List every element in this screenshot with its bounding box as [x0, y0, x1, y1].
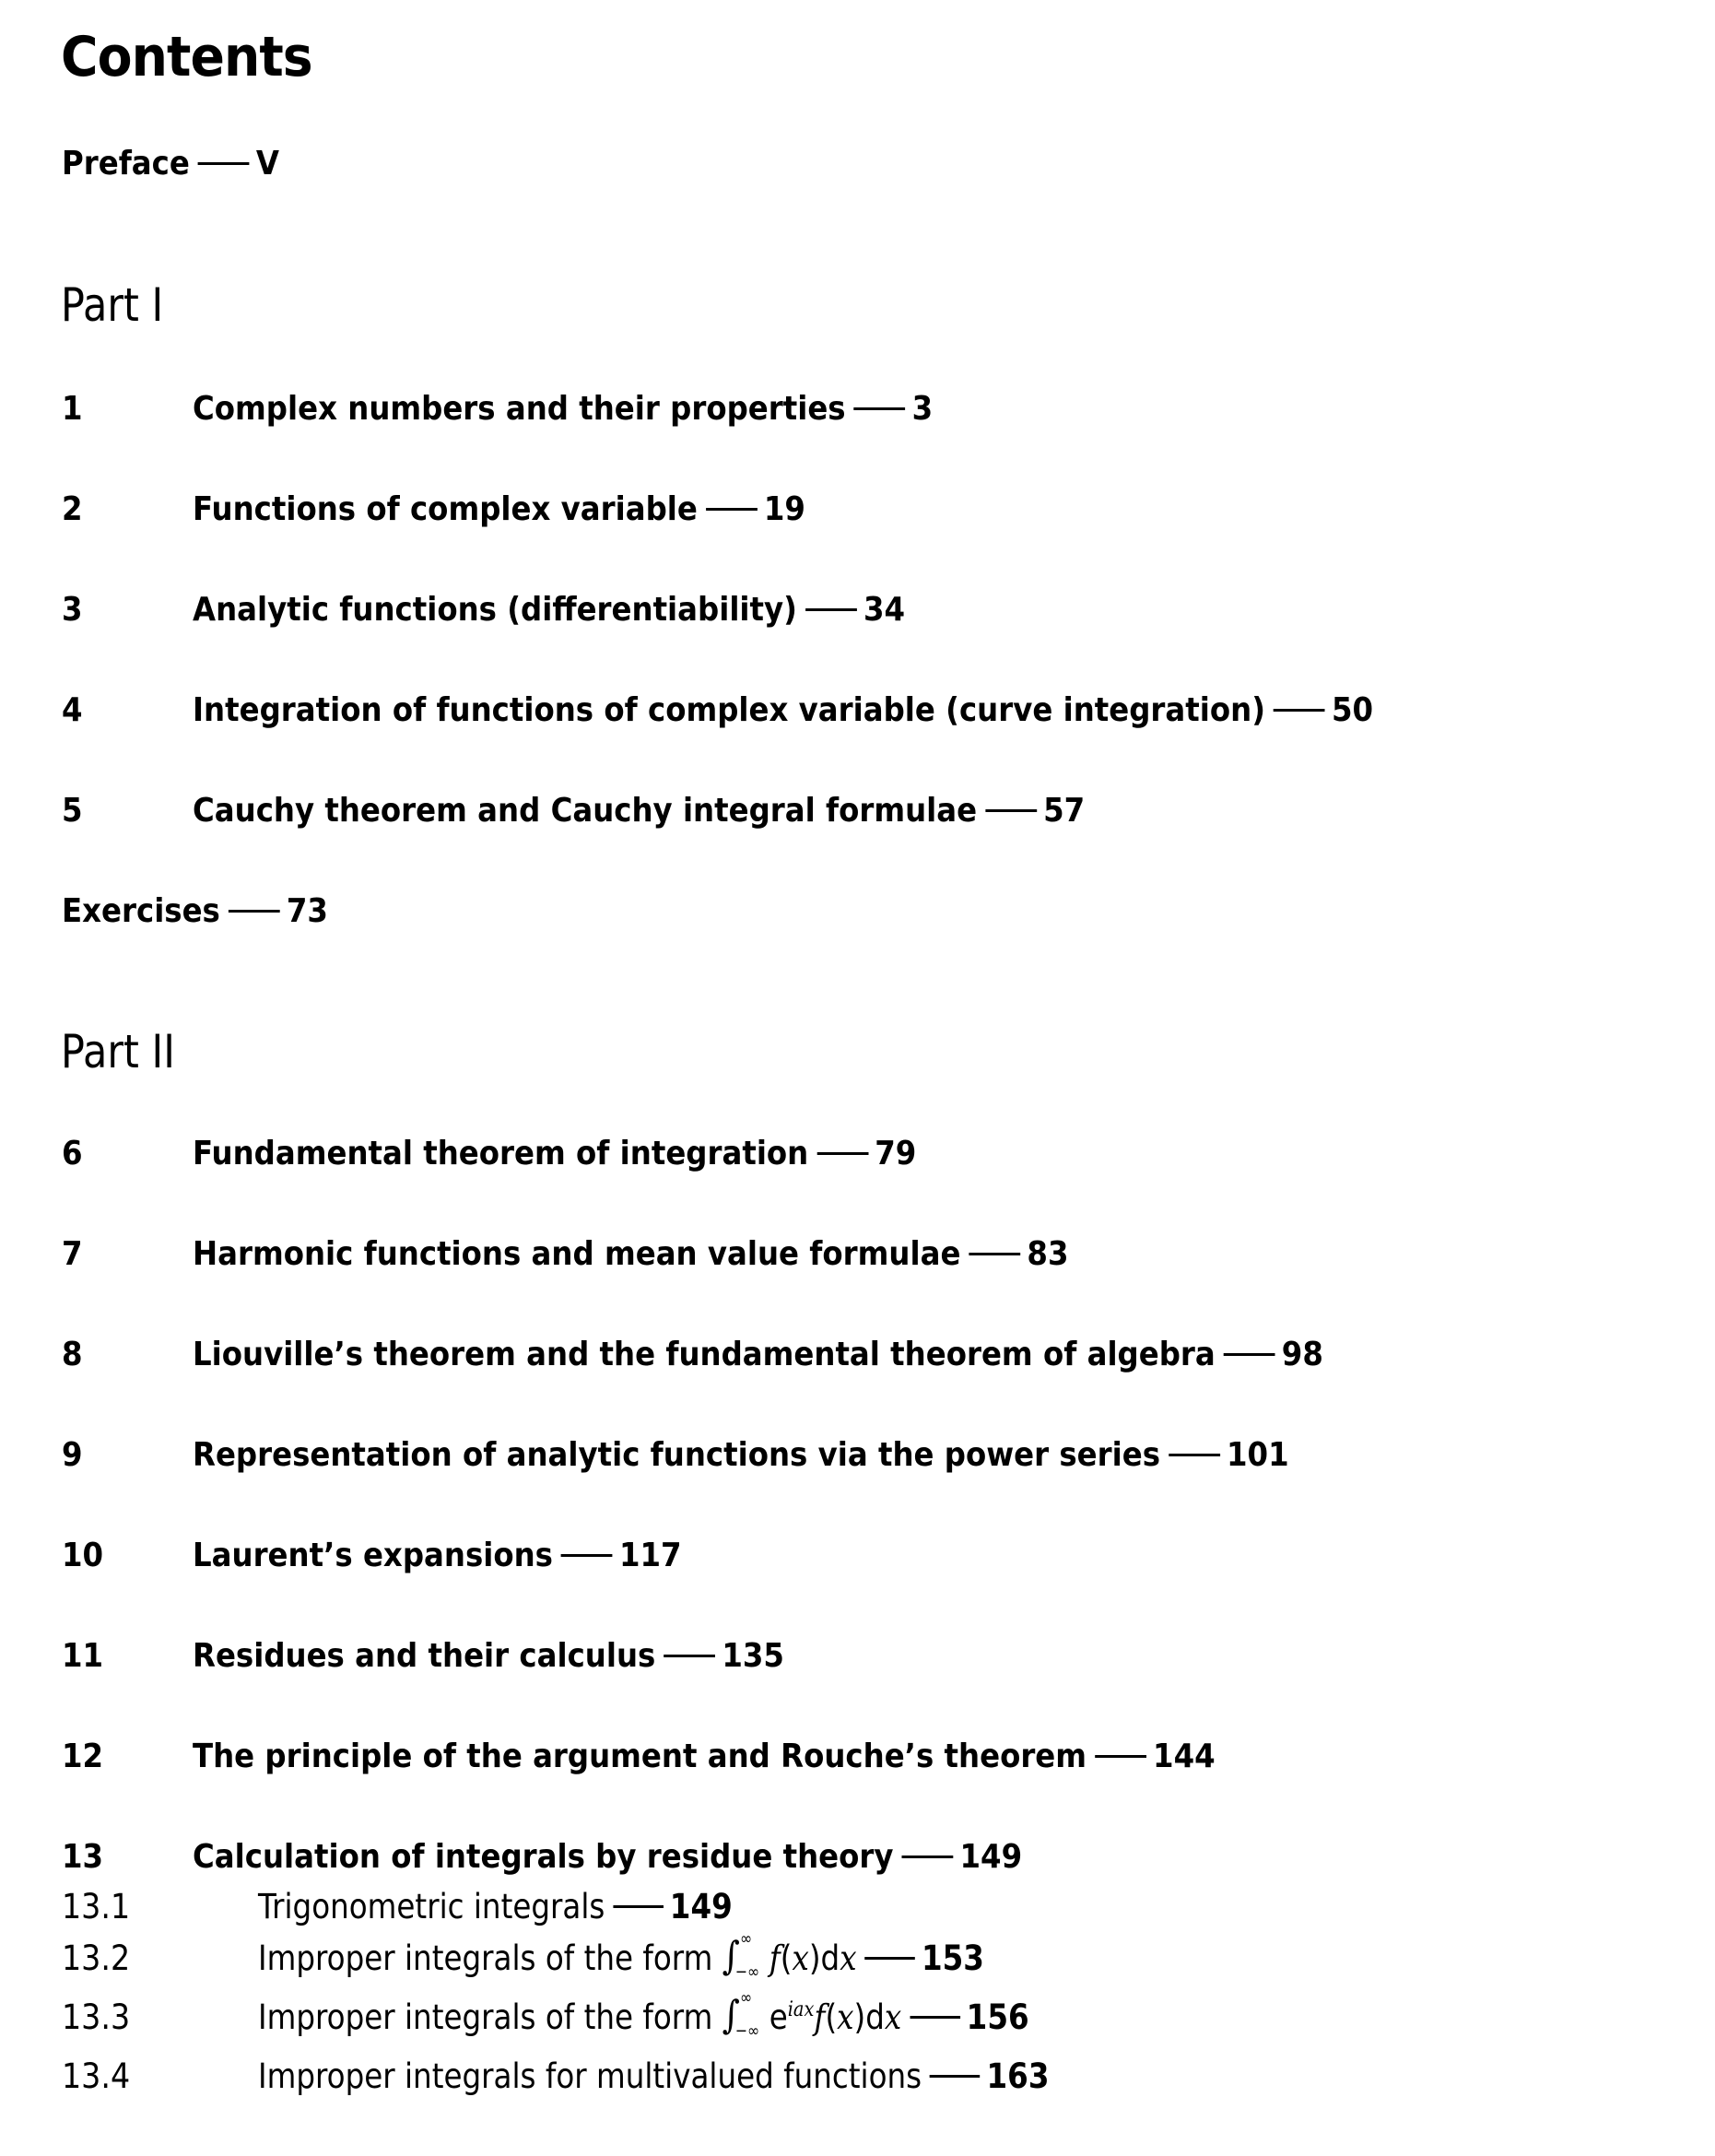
leader-dash — [706, 508, 758, 511]
leader-dash — [1169, 1454, 1220, 1456]
toc-chapter[interactable] — [0, 1838, 1715, 1881]
chapter-number: 1 — [62, 390, 83, 428]
toc-section[interactable] — [0, 1887, 1715, 1930]
toc-chapter[interactable] — [0, 1740, 1715, 1781]
toc-chapter[interactable] — [0, 1436, 1715, 1479]
chapter-page: 144 — [1153, 1738, 1216, 1775]
section-page: 153 — [921, 1938, 984, 1978]
chapter-title: Harmonic functions and mean value formulae — [193, 1235, 961, 1273]
chapter-number: 3 — [62, 591, 83, 629]
chapter-title: Laurent’s expansions — [193, 1537, 553, 1574]
entry-page: V — [255, 145, 279, 183]
integral-lower-limit: −∞ — [734, 1962, 760, 1982]
entry-page: 73 — [286, 892, 328, 930]
chapter-title: Functions of complex variable — [193, 490, 698, 528]
leader-dash — [613, 1905, 664, 1908]
section-number: 13.1 — [62, 1887, 131, 1926]
section-number: 13.3 — [62, 1997, 131, 2037]
entry-label: Exercises — [62, 892, 220, 930]
leader-dash — [229, 910, 280, 913]
chapter-number: 5 — [62, 792, 83, 830]
toc-chapter[interactable] — [0, 1137, 1715, 1178]
toc-entry-preface[interactable] — [62, 147, 279, 181]
section-title: Improper integrals of the form — [258, 1938, 713, 1978]
chapter-number: 6 — [62, 1135, 83, 1172]
chapter-title: Calculation of integrals by residue theory — [193, 1838, 894, 1876]
integral-upper-limit: ∞ — [740, 1987, 753, 2008]
leader-dash — [1224, 1353, 1275, 1356]
chapter-number: 4 — [62, 691, 83, 729]
math-exp-base: e — [769, 1997, 788, 2037]
toc-chapter[interactable] — [0, 591, 1715, 634]
chapter-number: 13 — [62, 1838, 104, 1876]
chapter-page: 50 — [1331, 691, 1374, 729]
leader-dash — [902, 1856, 954, 1858]
leader-dash — [864, 1957, 915, 1960]
chapter-page: 98 — [1281, 1336, 1323, 1373]
toc-section[interactable] — [0, 1987, 1715, 2048]
chapter-number: 10 — [62, 1537, 104, 1574]
math-variable: x — [837, 1997, 854, 2037]
chapter-title: The principle of the argument and Rouche’s theorem — [193, 1738, 1087, 1775]
section-title: Improper integrals of the form — [258, 1997, 713, 2037]
chapter-number: 2 — [62, 490, 83, 528]
chapter-title: Liouville’s theorem and the fundamental theorem of algebra — [193, 1336, 1216, 1373]
section-page: 156 — [966, 1997, 1029, 2037]
integral-formula — [722, 1928, 769, 1982]
math-variable: x — [792, 1938, 809, 1978]
chapter-page: 117 — [618, 1537, 682, 1574]
math-differential: d — [820, 1938, 840, 1978]
math-variable: x — [884, 1997, 902, 2037]
chapter-page: 57 — [1043, 792, 1086, 830]
math-paren-close: ) — [808, 1938, 821, 1978]
chapter-page: 149 — [959, 1838, 1023, 1876]
integral-lower-limit: −∞ — [734, 2021, 760, 2041]
chapter-page: 135 — [722, 1637, 784, 1675]
toc-chapter[interactable] — [0, 1637, 1715, 1680]
math-function: f — [769, 1938, 781, 1978]
chapter-number: 9 — [62, 1436, 83, 1474]
chapter-number: 12 — [62, 1738, 104, 1775]
toc-chapter[interactable] — [0, 691, 1715, 735]
chapter-title: Integration of functions of complex variable (curve integration) — [193, 691, 1265, 729]
integral-formula — [722, 1987, 769, 2041]
chapter-page: 19 — [763, 490, 805, 528]
part-heading: Part II — [61, 1025, 175, 1078]
section-page: 149 — [669, 1887, 733, 1926]
chapter-title: Fundamental theorem of integration — [193, 1135, 809, 1172]
toc-chapter[interactable] — [0, 1539, 1715, 1580]
chapter-number: 8 — [62, 1336, 83, 1373]
entry-label: Preface — [62, 145, 190, 183]
leader-dash — [1095, 1755, 1146, 1758]
chapter-page: 79 — [875, 1135, 917, 1172]
integral-sign-icon: ∫ — [722, 1932, 740, 1978]
chapter-number: 7 — [62, 1235, 83, 1273]
section-number: 13.2 — [62, 1938, 131, 1978]
math-paren-open: ( — [825, 1997, 838, 2037]
section-title: Trigonometric integrals — [258, 1887, 605, 1926]
toc-chapter[interactable] — [0, 1338, 1715, 1379]
math-exponent: iax — [787, 1998, 815, 2021]
math-variable: x — [840, 1938, 857, 1978]
integral-sign-icon: ∫ — [722, 1991, 740, 2037]
leader-dash — [805, 608, 857, 611]
chapter-page: 34 — [863, 591, 906, 629]
toc-chapter[interactable] — [0, 1235, 1715, 1278]
math-paren-close: ) — [853, 1997, 866, 2037]
leader-dash — [1274, 709, 1325, 712]
math-differential: d — [865, 1997, 885, 2037]
leader-dash — [816, 1152, 868, 1155]
chapter-title: Analytic functions (differentiability) — [193, 591, 797, 629]
page-title: Contents — [61, 25, 312, 89]
chapter-page: 83 — [1027, 1235, 1069, 1273]
toc-section[interactable] — [0, 2056, 1715, 2100]
leader-dash — [969, 1253, 1020, 1255]
toc-chapter[interactable] — [0, 792, 1715, 835]
chapter-title: Residues and their calculus — [193, 1637, 656, 1675]
leader-dash — [985, 809, 1037, 812]
section-number: 13.4 — [62, 2056, 131, 2096]
chapter-title: Cauchy theorem and Cauchy integral formulae — [193, 792, 978, 830]
math-paren-open: ( — [780, 1938, 793, 1978]
toc-section[interactable] — [0, 1928, 1715, 1989]
leader-dash — [561, 1554, 613, 1557]
chapter-page: 101 — [1227, 1436, 1289, 1474]
chapter-title: Representation of analytic functions via the power series — [193, 1436, 1161, 1474]
leader-dash — [910, 2016, 960, 2019]
section-page: 163 — [986, 2056, 1050, 2096]
section-title: Improper integrals for multivalued functions — [258, 2056, 922, 2096]
chapter-number: 11 — [62, 1637, 104, 1675]
leader-dash — [664, 1655, 715, 1657]
chapter-title: Complex numbers and their properties — [193, 390, 846, 428]
leader-dash — [854, 407, 906, 410]
toc-entry-exercises[interactable] — [62, 892, 328, 930]
toc-chapter[interactable] — [0, 490, 1715, 534]
integral-upper-limit: ∞ — [740, 1928, 753, 1949]
leader-dash — [198, 162, 250, 165]
toc-chapter[interactable] — [0, 390, 1715, 433]
leader-dash — [930, 2075, 981, 2078]
chapter-page: 3 — [911, 390, 934, 428]
math-function: f — [814, 1997, 826, 2037]
part-heading: Part I — [61, 278, 164, 332]
